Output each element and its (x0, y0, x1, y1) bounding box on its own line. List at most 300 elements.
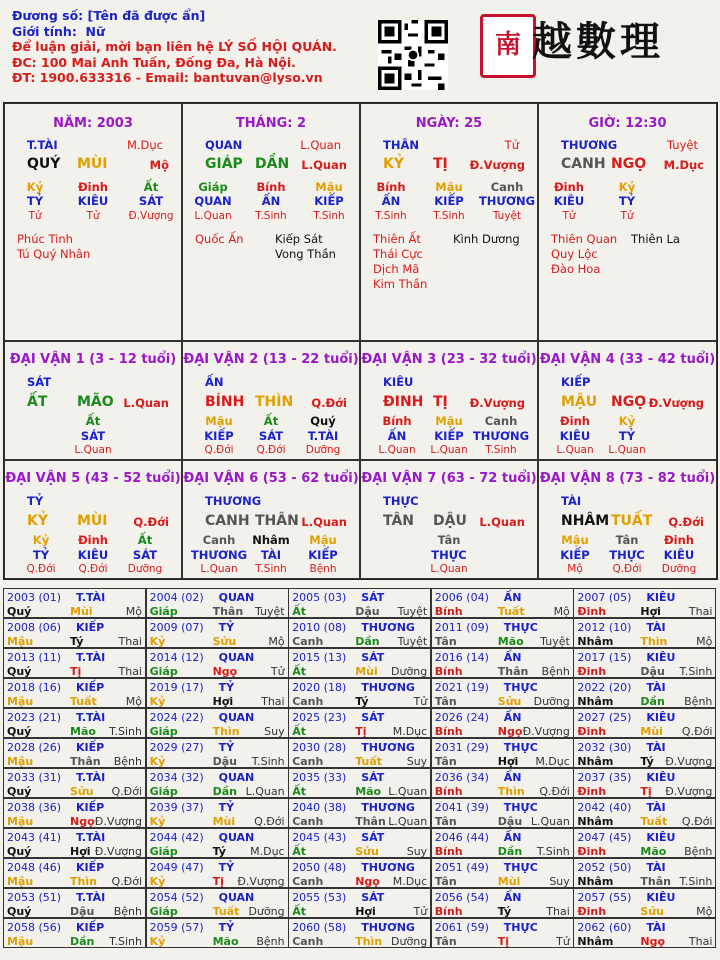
year-stem: Đinh (577, 605, 607, 618)
year-state: Mộ (125, 605, 142, 618)
pillar-top-god: T.TÀI (27, 138, 58, 152)
hidden-god: SÁT (258, 429, 284, 443)
dai-van-branch: TỊ (433, 394, 448, 410)
year-branch: Tị (640, 785, 652, 798)
dai-van-state: Q.Đới (133, 515, 169, 529)
year-god: SÁT (361, 891, 385, 904)
year-god: THỰC (503, 921, 538, 934)
hidden-god: ẤN (387, 429, 407, 443)
year-branch: Mão (497, 635, 524, 648)
year-god: SÁT (361, 771, 385, 784)
hidden-god: TỶ (618, 429, 636, 443)
hidden-stem: Bính (382, 414, 412, 428)
hidden-stem: Bính (256, 180, 286, 194)
hidden-god: SÁT (80, 429, 106, 443)
dai-van-4 (538, 341, 717, 460)
dai-van-branch: NGỌ (611, 394, 647, 410)
year-cell (146, 618, 289, 648)
year-branch: Thân (355, 815, 386, 828)
year-stem: Quý (7, 845, 32, 858)
year-stem: Kỷ (149, 695, 166, 708)
year-branch: Tị (212, 875, 224, 888)
hidden-state: Q.Đới (204, 444, 234, 456)
year-state: Bệnh (684, 845, 713, 858)
year-cell (146, 708, 289, 738)
year-god: QUAN (218, 591, 255, 604)
year-branch: Mão (70, 725, 96, 738)
dai-van-3 (360, 341, 538, 460)
year-label: 2011 (09) (434, 621, 489, 634)
year-state: M.Dục (535, 755, 570, 768)
hidden-stem: Đinh (560, 414, 590, 428)
hidden-state: Tử (86, 210, 100, 222)
year-god: ẤN (503, 831, 522, 844)
star-right: Kình Dương (453, 232, 520, 246)
dai-van-7 (360, 460, 538, 579)
year-god: KIẾP (76, 621, 105, 634)
year-god: TÀI (646, 621, 666, 634)
year-cell (288, 858, 431, 888)
year-stem: Đinh (577, 785, 607, 798)
year-god: TỶ (218, 801, 235, 814)
year-cell (146, 768, 289, 798)
year-branch: Sửu (355, 845, 379, 858)
hidden-state: L.Quan (200, 563, 238, 575)
year-label: 2026 (24) (434, 711, 489, 724)
year-state: Mộ (553, 605, 570, 618)
year-branch: Mùi (212, 815, 236, 828)
year-cell (573, 618, 716, 648)
year-cell (431, 678, 574, 708)
star-left: Kim Thần (373, 277, 428, 291)
hidden-god: THỰC (609, 548, 645, 562)
year-god: T.TÀI (76, 891, 106, 904)
year-stem: Canh (292, 875, 324, 888)
year-state: Bệnh (113, 755, 142, 768)
hidden-god: TỶ (618, 194, 636, 208)
year-cell (146, 858, 289, 888)
dai-van-branch: DẬU (433, 513, 467, 529)
year-stem: Bính (434, 605, 463, 618)
dai-van-8 (538, 460, 717, 579)
year-state: Tử (270, 665, 285, 678)
pillar-branch: DẦN (255, 156, 290, 172)
year-state: Thai (118, 665, 142, 678)
year-state: Bệnh (113, 905, 142, 918)
year-state: Mộ (696, 635, 713, 648)
year-god: TÀI (646, 801, 666, 814)
year-state: Mộ (696, 905, 713, 918)
year-label: 2005 (03) (292, 591, 347, 604)
year-stem: Giáp (149, 785, 178, 798)
year-branch: Tý (640, 755, 654, 768)
year-god: ẤN (503, 771, 522, 784)
year-branch: Mão (640, 845, 667, 858)
hidden-state: Bệnh (309, 563, 337, 575)
year-god: KIÊU (646, 591, 676, 604)
year-branch: Hợi (640, 605, 661, 618)
year-cell (146, 738, 289, 768)
hidden-state: L.Quan (194, 210, 232, 222)
year-label: 2044 (42) (149, 831, 204, 844)
year-label: 2038 (36) (7, 801, 62, 814)
year-god: T.TÀI (76, 831, 106, 844)
year-god: THỰC (503, 621, 538, 634)
year-label: 2040 (38) (292, 801, 347, 814)
year-state: L.Quan (530, 815, 570, 828)
year-stem: Tân (434, 635, 457, 648)
year-god: ẤN (503, 591, 522, 604)
owner-line: Đương số: [Tên đã được ẩn] (12, 8, 206, 23)
dai-van-branch: MÃO (77, 394, 114, 410)
brand-title: 越數理 (532, 18, 664, 65)
year-branch: Mùi (355, 665, 378, 678)
year-branch: Hợi (497, 755, 519, 768)
dai-van-state: L.Quan (301, 515, 347, 529)
year-branch: Tuất (70, 695, 97, 708)
year-branch: Thân (497, 665, 529, 678)
dai-van-god: THƯƠNG (205, 494, 262, 508)
year-cell (3, 738, 146, 768)
star-right: Thiên La (631, 232, 680, 246)
year-branch: Ngọ (640, 935, 666, 948)
year-label: 2009 (07) (149, 621, 204, 634)
year-label: 2017 (15) (577, 651, 632, 664)
year-branch: Thân (640, 875, 671, 888)
year-label: 2036 (34) (434, 771, 489, 784)
hidden-state: T.Sinh (255, 210, 287, 222)
hidden-god: QUAN (194, 194, 232, 208)
pillar-stem: QUÝ (27, 156, 61, 172)
year-label: 2015 (13) (292, 651, 347, 664)
year-cell (288, 648, 431, 678)
hidden-god: KIÊU (553, 194, 585, 208)
year-state: Dưỡng (391, 935, 428, 948)
hidden-state: L.Quan (608, 444, 646, 456)
year-label: 2003 (01) (7, 591, 62, 604)
year-label: 2006 (04) (434, 591, 489, 604)
hidden-god: ẤN (381, 194, 401, 208)
hidden-god: KIẾP (434, 429, 464, 443)
year-label: 2021 (19) (434, 681, 489, 694)
year-label: 2062 (60) (577, 921, 632, 934)
year-state: Q.Đới (111, 785, 142, 798)
hidden-god: KIÊU (77, 548, 109, 562)
year-god: KIẾP (76, 921, 105, 934)
year-branch: Hợi (212, 695, 234, 708)
year-state: Dưỡng (248, 905, 285, 918)
year-god: THƯƠNG (361, 741, 415, 754)
year-branch: Dậu (355, 605, 380, 618)
hidden-stem: Nhâm (252, 533, 290, 547)
year-cell (288, 678, 431, 708)
dai-van-stem: MẬU (561, 394, 598, 410)
year-god: TÀI (646, 741, 666, 754)
year-label: 2059 (57) (149, 921, 204, 934)
pillar-branch-state: L.Quan (301, 158, 347, 172)
year-label: 2025 (23) (292, 711, 347, 724)
hidden-stem: Giáp (198, 180, 228, 194)
pillar-branch: TỊ (433, 156, 448, 172)
year-state: Thai (118, 635, 142, 648)
year-label: 2028 (26) (7, 741, 62, 754)
star-left: Thiên Quan (551, 232, 618, 246)
year-label: 2045 (43) (292, 831, 347, 844)
dai-van-god: ẤN (205, 375, 224, 389)
year-cell (573, 708, 716, 738)
year-stem: Mậu (7, 815, 34, 828)
year-state: T.Sinh (251, 755, 285, 768)
hidden-state: T.Sinh (313, 210, 345, 222)
year-state: T.Sinh (109, 935, 142, 948)
year-state: Q.Đới (681, 815, 713, 828)
year-stem: Nhâm (577, 755, 614, 768)
year-state: T.Sinh (679, 665, 713, 678)
year-cell (3, 768, 146, 798)
dai-van-5 (4, 460, 182, 579)
year-stem: Mậu (7, 635, 34, 648)
pillar-top-state: Tử (504, 138, 519, 152)
year-branch: Sửu (212, 635, 237, 648)
year-state: Tuyệt (397, 635, 428, 648)
year-label: 2024 (22) (149, 711, 204, 724)
year-state: Mộ (125, 695, 142, 708)
year-stem: Mậu (7, 875, 34, 888)
year-branch: Thìn (640, 635, 668, 648)
year-label: 2019 (17) (149, 681, 204, 694)
pillar-top-god: QUAN (205, 138, 243, 152)
year-god: QUAN (218, 711, 255, 724)
hidden-stem: Đinh (78, 180, 108, 194)
year-label: 2050 (48) (292, 861, 347, 874)
dai-van-title: ĐẠI VẬN 8 (73 - 82 tuổi) (539, 471, 716, 486)
year-cell (3, 588, 146, 618)
hidden-stem: Kỷ (26, 180, 44, 194)
year-label: 2022 (20) (577, 681, 632, 694)
year-stem: Mậu (7, 935, 34, 948)
year-stem: Tân (434, 755, 457, 768)
year-cell (431, 648, 574, 678)
dai-van-title: ĐẠI VẬN 2 (13 - 22 tuổi) (183, 352, 359, 367)
year-stem: Ất (292, 725, 306, 738)
address-line: ĐC: 100 Mai Anh Tuấn, Đống Đa, Hà Nội. (12, 54, 296, 70)
year-cell (146, 798, 289, 828)
year-state: Tử (413, 695, 428, 708)
year-state: L.Quan (245, 785, 285, 798)
header-info (12, 8, 337, 86)
year-label: 2055 (53) (292, 891, 347, 904)
pillar-top-state: M.Dục (126, 138, 163, 152)
year-god: KIÊU (646, 831, 676, 844)
star-left: Dịch Mã (373, 262, 420, 276)
year-label: 2020 (18) (292, 681, 347, 694)
hidden-state: L.Quan (74, 444, 112, 456)
year-god: SÁT (361, 831, 385, 844)
year-stem: Ất (292, 845, 306, 858)
year-state: Bệnh (684, 695, 713, 708)
year-stem: Mậu (7, 695, 34, 708)
year-branch: Dần (212, 785, 237, 798)
hidden-state: L.Quan (430, 563, 468, 575)
year-state: Suy (549, 875, 570, 888)
dai-van-6 (182, 460, 360, 579)
year-state: Đ.Vượng (522, 725, 570, 738)
year-god: ẤN (503, 651, 522, 664)
year-state: Thai (688, 935, 713, 948)
year-stem: Nhâm (577, 635, 614, 648)
hidden-god: KIẾP (434, 194, 464, 208)
pillar-branch-state: Mộ (149, 158, 169, 172)
hidden-god: KIẾP (308, 548, 338, 562)
year-god: THỰC (503, 681, 538, 694)
year-branch: Mão (212, 935, 239, 948)
year-label: 2056 (54) (434, 891, 489, 904)
hidden-stem: Mậu (561, 533, 589, 547)
year-cell (3, 828, 146, 858)
year-branch: Thìn (497, 785, 525, 798)
year-cell (146, 828, 289, 858)
hidden-god: KIẾP (314, 194, 344, 208)
hidden-stem: Quý (310, 414, 336, 428)
hidden-god: SÁT (138, 194, 164, 208)
year-stem: Kỷ (149, 875, 166, 888)
qr-code (378, 20, 448, 90)
year-cell (288, 888, 431, 918)
pillar-2 (182, 103, 360, 341)
year-cell (146, 888, 289, 918)
year-stem: Giáp (149, 605, 178, 618)
year-cell (431, 828, 574, 858)
year-branch: Tuất (355, 755, 382, 768)
year-stem: Bính (434, 845, 463, 858)
year-stem: Quý (7, 905, 32, 918)
hidden-god: KIÊU (77, 194, 109, 208)
year-label: 2043 (41) (7, 831, 62, 844)
hidden-state: Tử (620, 210, 634, 222)
year-cell (573, 918, 716, 948)
dai-van-stem: NHÂM (561, 513, 610, 529)
year-god: THƯƠNG (361, 621, 415, 634)
year-label: 2032 (30) (577, 741, 632, 754)
year-label: 2042 (40) (577, 801, 632, 814)
year-label: 2013 (11) (7, 651, 62, 664)
year-state: Đ.Vượng (237, 875, 285, 888)
star-right: Vong Thần (275, 247, 336, 261)
star-left: Đào Hoa (551, 262, 601, 276)
year-label: 2031 (29) (434, 741, 489, 754)
hidden-god: THƯƠNG (472, 429, 530, 443)
year-cell (3, 798, 146, 828)
year-stem: Kỷ (149, 635, 166, 648)
year-cell (288, 768, 431, 798)
year-god: KIẾP (76, 801, 105, 814)
year-state: Suy (264, 725, 285, 738)
year-branch: Hợi (70, 845, 91, 858)
year-god: T.TÀI (76, 771, 106, 784)
year-stem: Quý (7, 605, 32, 618)
year-cell (431, 888, 574, 918)
year-cell (431, 738, 574, 768)
hidden-stem: Ất (85, 414, 101, 428)
dai-van-stem: TÂN (383, 513, 415, 529)
pillar-title: NĂM: 2003 (53, 116, 133, 131)
year-branch: Dần (497, 845, 523, 858)
year-god: TỶ (218, 681, 235, 694)
year-cell (431, 858, 574, 888)
hidden-stem: Mậu (205, 414, 233, 428)
pillar-stem: CANH (561, 156, 606, 172)
year-god: KIÊU (646, 651, 676, 664)
dai-van-stem: ĐINH (383, 394, 424, 410)
star-right: Kiếp Sát (275, 232, 323, 246)
year-god: QUAN (218, 891, 255, 904)
hidden-stem: Ất (137, 533, 153, 547)
year-state: Đ.Vượng (94, 815, 142, 828)
year-god: THƯƠNG (361, 801, 415, 814)
year-branch: Tuất (497, 605, 525, 618)
hidden-state: Q.Đới (256, 444, 286, 456)
year-state: Tử (556, 935, 570, 948)
dai-van-state: L.Quan (123, 396, 169, 410)
year-state: L.Quan (388, 785, 428, 798)
year-cell (288, 708, 431, 738)
dai-van-branch: MÙI (77, 513, 108, 529)
year-branch: Thân (70, 755, 101, 768)
year-god: THƯƠNG (361, 861, 415, 874)
hidden-stem: Kỷ (618, 414, 636, 428)
year-branch: Dậu (640, 665, 665, 678)
pillar-1 (4, 103, 182, 341)
year-state: Đ.Vượng (94, 845, 142, 858)
year-branch: Tý (70, 635, 84, 648)
year-label: 2061 (59) (434, 921, 489, 934)
year-state: M.Dục (250, 845, 285, 858)
year-god: KIÊU (646, 771, 676, 784)
dai-van-stem: BÍNH (205, 394, 245, 410)
year-label: 2052 (50) (577, 861, 632, 874)
year-cell (288, 798, 431, 828)
hidden-stem: Mậu (315, 180, 343, 194)
star-left: Tú Quý Nhân (17, 247, 91, 261)
year-stem: Đinh (577, 665, 607, 678)
pillar-stem: GIÁP (205, 156, 243, 172)
dai-van-god: THỰC (383, 494, 419, 508)
year-stem: Canh (292, 635, 324, 648)
hidden-state: T.Sinh (375, 210, 407, 222)
dai-van-1 (4, 341, 182, 460)
year-branch: Thìn (212, 725, 240, 738)
year-god: KIÊU (646, 711, 676, 724)
year-branch: Ngọ (497, 725, 523, 738)
year-branch: Tị (355, 725, 367, 738)
year-cell (3, 708, 146, 738)
year-state: Đ.Vượng (665, 785, 713, 798)
dai-van-title: ĐẠI VẬN 5 (43 - 52 tuổi) (5, 471, 181, 486)
year-branch: Thìn (355, 935, 383, 948)
year-god: THỰC (503, 801, 538, 814)
year-branch: Tý (497, 905, 512, 918)
year-cell (431, 798, 574, 828)
year-cell (3, 918, 146, 948)
year-branch: Mùi (497, 875, 521, 888)
year-stem: Đinh (577, 845, 607, 858)
year-cell (573, 648, 716, 678)
year-state: Q.Đới (111, 875, 142, 888)
dai-van-state: Q.Đới (668, 515, 704, 529)
dai-van-stem: KỶ (27, 513, 48, 529)
dai-van-title: ĐẠI VẬN 1 (3 - 12 tuổi) (9, 352, 177, 367)
year-god: T.TÀI (76, 711, 106, 724)
